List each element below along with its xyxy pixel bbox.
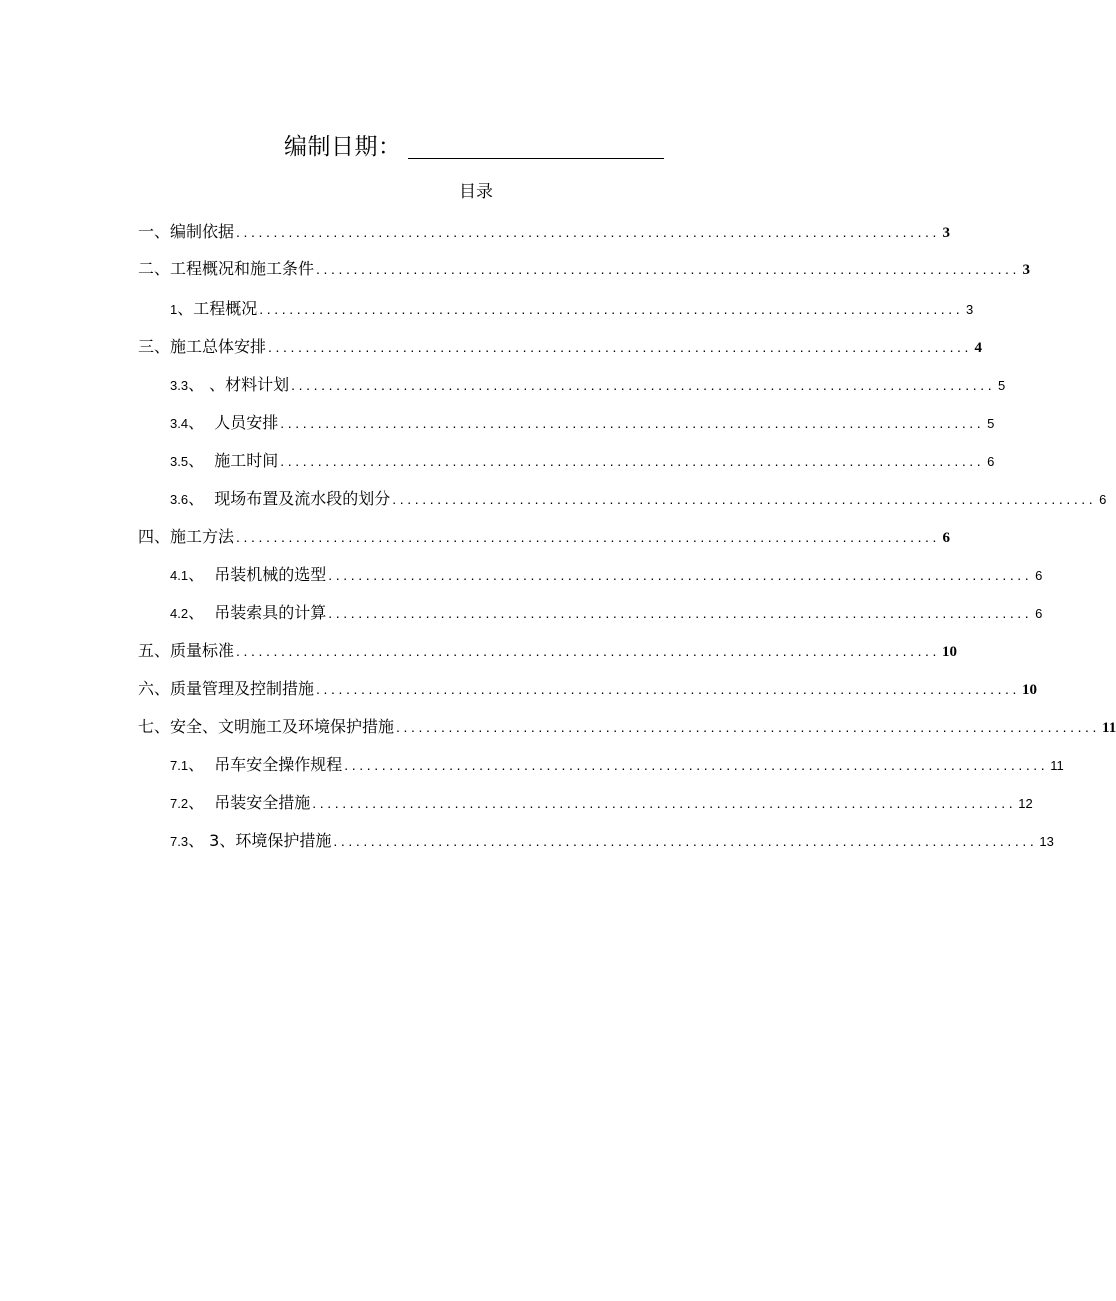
toc-entry-text: 、工程概况: [177, 299, 258, 318]
toc-entry[interactable]: [138, 677, 1038, 701]
toc-entry-page: 10: [1022, 682, 1038, 698]
toc-entry[interactable]: [170, 411, 995, 435]
toc-entry-page: 3: [966, 302, 974, 317]
toc-entry-text: 、 吊装安全措施: [188, 793, 311, 812]
toc-entry-text: 五、质量标准: [138, 641, 235, 660]
toc-entry-number: 3.6: [170, 492, 189, 507]
toc-entry-text: 三、施工总体安排: [138, 337, 267, 356]
toc-entry-text: 二、工程概况和施工条件: [138, 259, 315, 278]
toc-entry-number: 3.5: [170, 454, 189, 469]
toc-entry[interactable]: [170, 829, 1054, 853]
toc-entry-text: 、 吊装机械的选型: [188, 565, 327, 584]
toc-entry-text: 、 吊装索具的计算: [188, 603, 327, 622]
toc-entry-page: 11: [1050, 758, 1064, 773]
toc-entry-page: 6: [1099, 492, 1107, 507]
toc-entry-text: 、 现场布置及流水段的划分: [188, 489, 391, 508]
toc-entry-page: 12: [1018, 796, 1033, 811]
toc-entry[interactable]: [170, 449, 995, 473]
toc-entry[interactable]: [138, 525, 951, 549]
toc-leader-dots: ..............................................................................................: [236, 643, 941, 659]
toc-entry-text: 、 施工时间: [188, 451, 279, 470]
toc-entry-page: 6: [942, 530, 951, 546]
toc-leader-dots: ..............................................................................................: [236, 529, 941, 545]
toc-leader-dots: ..............................................................................................: [280, 453, 985, 469]
toc-entry-text: 、 人员安排: [188, 413, 279, 432]
toc-entry-text: 一、编制依据: [138, 222, 235, 241]
toc-leader-dots: ..............................................................................................: [316, 261, 1021, 277]
toc-entry-number: 7.1: [170, 758, 189, 773]
toc-entry-number: 7.2: [170, 796, 189, 811]
toc-entry-page: 6: [987, 454, 995, 469]
toc-leader-dots: ..............................................................................................: [328, 567, 1033, 583]
toc-leader-dots: ..............................................................................................: [333, 833, 1038, 849]
toc-leader-dots: ..............................................................................................: [268, 339, 973, 355]
toc-entry-number: 3.4: [170, 416, 189, 431]
toc-entry-page: 3: [942, 225, 951, 241]
toc-entry-text: 、 、材料计划: [188, 375, 290, 394]
toc-entry-text: 、 3、环境保护措施: [188, 831, 332, 850]
toc-leader-dots: ..............................................................................................: [316, 681, 1021, 697]
toc-entry[interactable]: [170, 487, 1107, 511]
toc-leader-dots: ..............................................................................................: [344, 757, 1049, 773]
toc-entry[interactable]: [138, 715, 1116, 739]
toc-entry-page: 5: [987, 416, 995, 431]
toc-entry[interactable]: [170, 563, 1043, 587]
toc-entry-text: 、 吊车安全操作规程: [188, 755, 343, 774]
toc-entry-number: 4.1: [170, 568, 189, 583]
toc-entry[interactable]: [138, 220, 951, 244]
toc-entry[interactable]: [138, 335, 983, 359]
toc-entry-text: 七、安全、文明施工及环境保护措施: [138, 717, 395, 736]
toc-entry[interactable]: [170, 297, 974, 321]
toc-entry[interactable]: [138, 639, 958, 663]
toc-entry-text: 六、质量管理及控制措施: [138, 679, 315, 698]
toc-entry-page: 5: [997, 378, 1006, 393]
toc-entry-number: 1: [170, 302, 178, 317]
toc-entry[interactable]: [170, 601, 1043, 625]
toc-leader-dots: ..............................................................................................: [328, 605, 1033, 621]
toc-entry-page: 11: [1102, 720, 1116, 736]
toc-entry-text: 四、施工方法: [138, 527, 235, 546]
toc-entry-page: 4: [974, 340, 983, 356]
toc-entry-number: 3.3: [170, 378, 189, 393]
toc-entry-number: 7.3: [170, 834, 189, 849]
toc-entry[interactable]: [170, 373, 1006, 397]
toc-entry-page: 13: [1039, 834, 1054, 849]
toc-entry[interactable]: [170, 791, 1033, 815]
toc-leader-dots: ..............................................................................................: [236, 224, 941, 240]
toc-leader-dots: ..............................................................................................: [291, 377, 996, 393]
toc-leader-dots: ..............................................................................................: [392, 491, 1097, 507]
toc-entry-page: 6: [1035, 606, 1043, 621]
toc-entry-page: 3: [1022, 262, 1031, 278]
toc-leader-dots: ..............................................................................................: [280, 415, 985, 431]
toc-entry[interactable]: [170, 753, 1064, 777]
toc-entry-number: 4.2: [170, 606, 189, 621]
toc-entry[interactable]: [138, 257, 1031, 281]
toc-leader-dots: ..............................................................................................: [396, 719, 1101, 735]
toc-entry-page: 6: [1035, 568, 1043, 583]
toc-entry-page: 10: [942, 644, 958, 660]
compile-date-label: 编制日期：: [284, 134, 402, 160]
toc-title: 目录: [459, 182, 493, 202]
toc-leader-dots: ..............................................................................................: [259, 301, 964, 317]
toc-leader-dots: ..............................................................................................: [312, 795, 1017, 811]
